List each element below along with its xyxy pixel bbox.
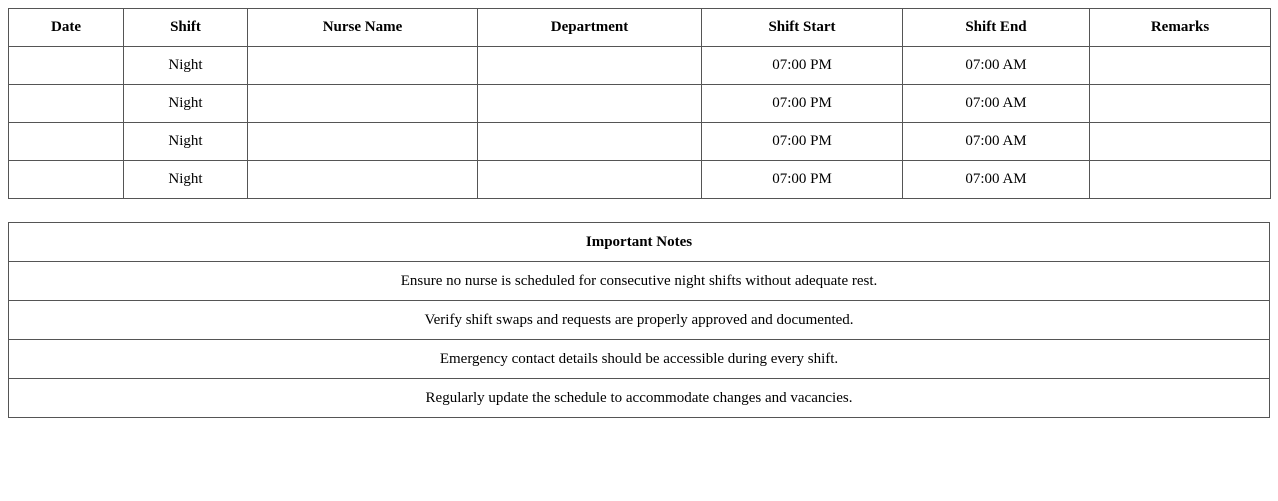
table-header-row [9,9,1271,47]
header-shift-start: Shift Start [702,9,903,47]
table-row [9,85,1271,123]
remarks-cell[interactable] [1090,47,1271,85]
nurse-name-cell[interactable] [248,161,478,199]
shift-cell: Night [124,161,248,199]
table-row [9,47,1271,85]
shift-end-cell: 07:00 AM [903,47,1090,85]
shift-end-cell: 07:00 AM [903,161,1090,199]
table-row [9,161,1271,199]
notes-row [9,340,1270,379]
header-department: Department [478,9,702,47]
table-row [9,123,1271,161]
date-cell[interactable] [9,161,124,199]
header-shift: Shift [124,9,248,47]
shift-end-cell: 07:00 AM [903,85,1090,123]
header-remarks: Remarks [1090,9,1271,47]
note-item: Regularly update the schedule to accommodate changes and vacancies. [9,379,1270,418]
date-cell[interactable] [9,123,124,161]
notes-row [9,301,1270,340]
note-item: Verify shift swaps and requests are properly approved and documented. [9,301,1270,340]
shift-cell: Night [124,47,248,85]
shift-end-cell: 07:00 AM [903,123,1090,161]
nurse-name-cell[interactable] [248,47,478,85]
date-cell[interactable] [9,85,124,123]
department-cell[interactable] [478,161,702,199]
remarks-cell[interactable] [1090,85,1271,123]
note-item: Emergency contact details should be accessible during every shift. [9,340,1270,379]
department-cell[interactable] [478,123,702,161]
header-date: Date [9,9,124,47]
department-cell[interactable] [478,47,702,85]
note-item: Ensure no nurse is scheduled for consecutive night shifts without adequate rest. [9,262,1270,301]
notes-row [9,379,1270,418]
department-cell[interactable] [478,85,702,123]
shift-cell: Night [124,85,248,123]
remarks-cell[interactable] [1090,123,1271,161]
shift-start-cell: 07:00 PM [702,85,903,123]
nurse-name-cell[interactable] [248,85,478,123]
important-notes-table [8,222,1270,418]
nurse-schedule-table [8,8,1271,199]
notes-header-row [9,223,1270,262]
header-shift-end: Shift End [903,9,1090,47]
notes-title: Important Notes [9,223,1270,262]
shift-start-cell: 07:00 PM [702,47,903,85]
shift-start-cell: 07:00 PM [702,123,903,161]
shift-cell: Night [124,123,248,161]
notes-row [9,262,1270,301]
nurse-name-cell[interactable] [248,123,478,161]
shift-start-cell: 07:00 PM [702,161,903,199]
remarks-cell[interactable] [1090,161,1271,199]
header-nurse-name: Nurse Name [248,9,478,47]
date-cell[interactable] [9,47,124,85]
